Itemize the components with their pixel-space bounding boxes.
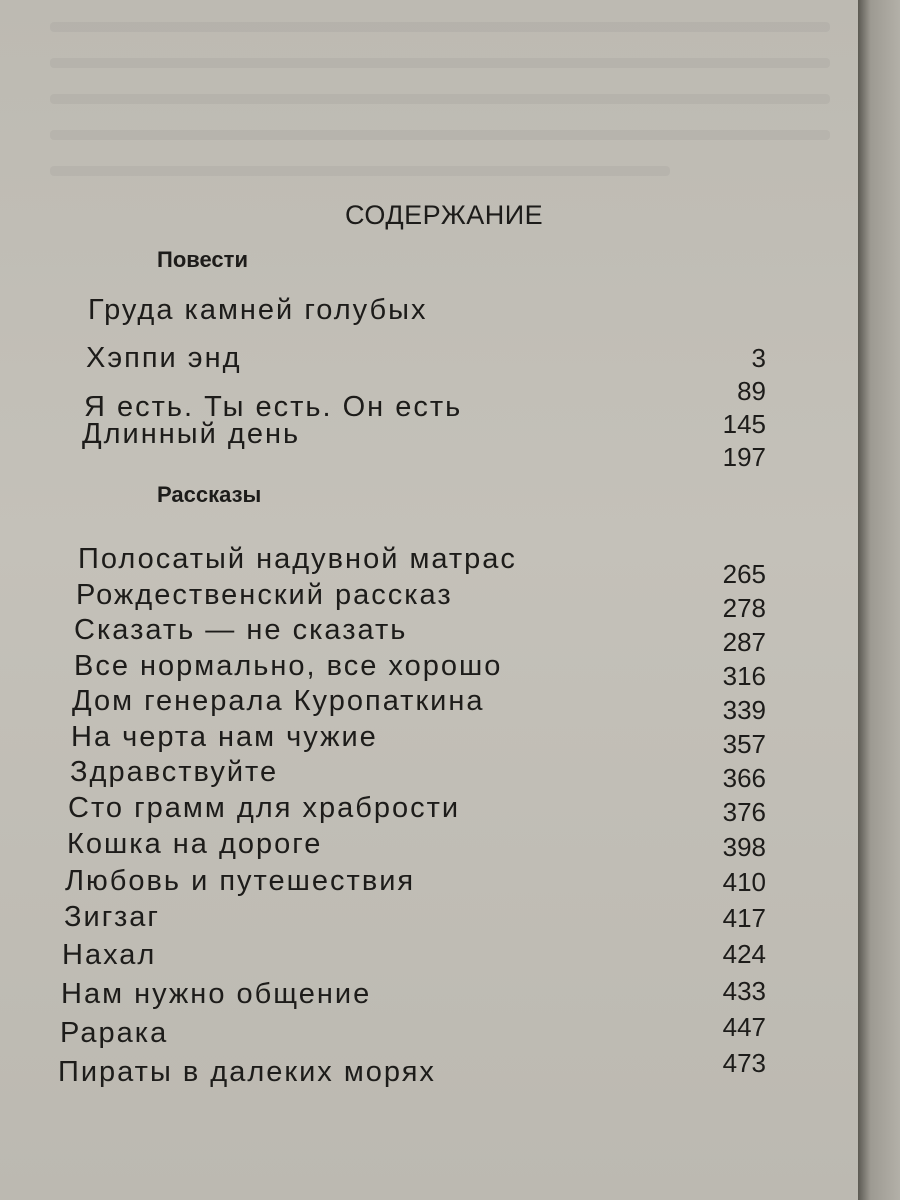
- toc-entry-title: Сто грамм для храбрости: [68, 792, 461, 824]
- toc-entry-title: Нахал: [62, 939, 157, 971]
- toc-entry-page: 316: [722, 661, 766, 691]
- toc-entry-title: Пираты в далеких морях: [58, 1056, 436, 1088]
- toc-entry-title: Груда камней голубых: [88, 294, 428, 326]
- toc-entry-title: Хэппи энд: [86, 342, 242, 374]
- toc-entry-title: Кошка на дороге: [67, 828, 323, 860]
- toc-entry-page: 339: [722, 695, 766, 725]
- toc-entry-page: 447: [722, 1012, 766, 1042]
- toc-entry-title: Я есть. Ты есть. Он есть: [84, 391, 463, 423]
- toc-entry-title: На черта нам чужие: [71, 721, 378, 753]
- show-through-line: [50, 94, 830, 104]
- toc-entry-page: 366: [722, 763, 766, 793]
- toc-entry-page: 3: [751, 343, 766, 373]
- toc-entry-page: 89: [737, 376, 766, 406]
- show-through-line: [50, 22, 830, 32]
- toc-entry-page: 287: [722, 627, 766, 657]
- toc-entry-page: 197: [722, 442, 766, 472]
- toc-entry-title: Здравствуйте: [70, 756, 279, 788]
- toc-entry-page: 376: [722, 797, 766, 827]
- toc-entry-title: Дом генерала Куропаткина: [72, 685, 485, 717]
- toc-entry-title: Любовь и путешествия: [65, 865, 416, 897]
- section-title-rasskazy: Рассказы: [157, 482, 262, 507]
- toc-entry-title: Зигзаг: [64, 901, 160, 933]
- toc-heading: СОДЕРЖАНИЕ: [345, 200, 544, 230]
- toc-entry-page: 417: [722, 903, 766, 933]
- toc-entry-title: Нам нужно общение: [61, 978, 372, 1010]
- toc-entry-page: 424: [722, 939, 766, 969]
- section-title-povesti: Повести: [157, 247, 248, 272]
- toc-entry-page: 265: [722, 559, 766, 589]
- toc-entry-page: 357: [722, 729, 766, 759]
- toc-entry-title: Все нормально, все хорошо: [74, 650, 503, 682]
- toc-entry-page: 410: [722, 867, 766, 897]
- toc-entry-page: 398: [722, 832, 766, 862]
- toc-entry-title: Длинный день: [82, 418, 301, 450]
- toc-entry-title: Рарака: [60, 1017, 169, 1049]
- show-through-line: [50, 166, 670, 176]
- toc-entry-page: 145: [722, 409, 766, 439]
- toc-entry-page: 473: [722, 1048, 766, 1078]
- adjacent-page-edge: [858, 0, 900, 1200]
- show-through-line: [50, 130, 830, 140]
- show-through-line: [50, 58, 830, 68]
- toc-entry-title: Рождественский рассказ: [76, 579, 453, 611]
- toc-entry-title: Сказать — не сказать: [74, 614, 408, 646]
- toc-entry-page: 433: [722, 976, 766, 1006]
- toc-entry-page: 278: [722, 593, 766, 623]
- toc-entry-title: Полосатый надувной матрас: [78, 543, 517, 575]
